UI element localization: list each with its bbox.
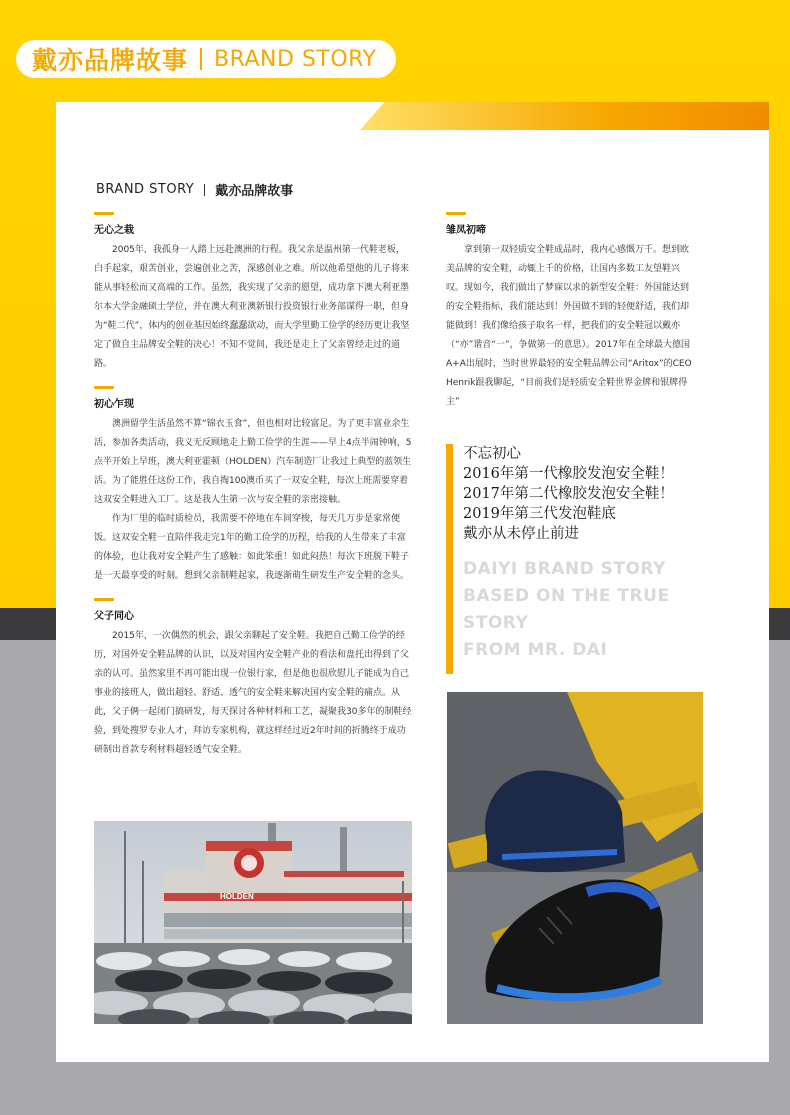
factory-sign: HOLDEN [220,892,254,901]
accent-bar [446,212,466,215]
quote-english [463,556,716,664]
accent-bar [94,212,114,215]
section-title: 父子同心 [94,611,134,622]
quote-line: 2019年第三代发泡鞋底 [463,506,616,522]
paragraph: 拿到第一双轻质安全鞋成品时，我内心感慨万千。想到欧美品牌的安全鞋，动辄上千的价格，让国内多数工友望鞋兴叹。现如今，我们做出了梦寐以求的新型安全鞋：外国能达到的安全鞋指标，我们能达到！外国做不到的轻便舒适，我们却能做到！我们像给孩子取名一样，把我们的安全鞋冠以戴亦（“亦”谐音“一”，争做第一的意思）。2017年在全球最大德国A+A出展时，当时世界最轻的安全鞋品牌公司“Aritox”的CEO Henrik跟我聊起，“目前我们是轻质安全鞋世界金牌和银牌得主” [446,245,692,407]
safety-boot-photo [447,692,703,1024]
boot-illustration [447,692,703,1024]
section-heading-en: BRAND STORY [96,182,195,197]
quote-line: 2017年第二代橡胶发泡安全鞋！ [463,486,674,502]
paragraph: 作为厂里的临时质检员，我需要不停地在车间穿梭，每天几万步是家常便饭。这双安全鞋一直陪伴我走完1年的勤工俭学的历程，给我的人生带来了丰富的体验，也让我对安全鞋产生了感触：如此笨重！如此闷热！每次下班脱下鞋子是一天最享受的时刻。想到父亲制鞋起家，我逐渐萌生研发生产安全鞋的念头。 [94,514,410,581]
accent-bar [94,598,114,601]
right-column [446,212,696,412]
section-title: 初心乍现 [94,399,134,410]
story-section-1 [94,212,412,374]
card-ribbon [360,102,769,130]
quote-en-line: FROM MR. DAI [463,640,608,660]
factory-illustration [94,821,412,1024]
paragraph: 2015年，一次偶然的机会，跟父亲聊起了安全鞋。我把自己勤工俭学的经历，对国外安全鞋品牌的认识，以及对国内安全鞋产业的看法和盘托出得到了父亲的认可。虽然家里不再可能出现一位银行家，但是他也很欣慰儿子能成为自己事业的接班人，做出超轻、舒适、透气的安全鞋来解决国内安全鞋的痛点。从此，父子俩一起闭门搞研发，每天探讨各种材料和工艺，凝聚我30多年的制鞋经验，到处搜罗专业人才，拜访专家机构，就这样经过近2年时间的折腾终于成功研制出首款专利材料超轻透气安全鞋。 [94,631,412,755]
paragraph: 2005年，我孤身一人踏上远赴澳洲的行程。我父亲是温州第一代鞋老板，白手起家，艰苦创业，尝遍创业之苦，深感创业之难。所以他希望他的儿子将来能从事轻松而又高端的工作。虽然，我实现了父亲的愿望，成功拿下澳大利亚墨尔本大学金融硕士学位，并在澳大利亚澳新银行投资银行业务部谋得一职，但身为“鞋二代”，体内的创业基因始终蠢蠢欲动，而大学里勤工俭学的经历更让我坚定了做自主品牌安全鞋的决心！不知不觉间，我还是走上了父亲曾经走过的道路。 [94,245,410,369]
brand-story-header [16,40,396,78]
section-title: 无心之栽 [94,225,134,236]
holden-factory-photo [94,821,412,1024]
section-title: 雏凤初啼 [446,225,486,236]
dark-strip-left [0,608,56,640]
quote-en-line: BASED ON THE TRUE STORY [463,586,670,633]
story-section-3 [94,598,412,760]
quote-en-line: DAIYI BRAND STORY [463,559,666,579]
quote-line: 2016年第一代橡胶发泡安全鞋！ [463,466,674,482]
left-column [94,212,412,760]
header-title-cn: 戴亦品牌故事 [32,46,189,75]
section-heading-cn: 戴亦品牌故事 [215,184,294,199]
header-separator [200,48,202,70]
quote-block [446,444,716,674]
section-heading-divider [204,184,205,196]
paragraph: 澳洲留学生活虽然不算“锦衣玉食”，但也相对比较富足。为了更丰富业余生活，参加各类活动，我义无反顾地走上勤工俭学的生涯——早上4点半闹钟响，5点半开始上早班，澳大利亚霍顿（HOLDEN）汽车制造厂让我过上典型的蓝领生活。为了能胜任这份工作，我自掏100澳币买了一双安全鞋，每次上班需要穿着这双安全鞋进入工厂。这是我人生第一次与安全鞋的亲密接触。 [94,419,412,505]
story-section-2 [94,386,412,586]
accent-bar [94,386,114,389]
quote-line: 不忘初心 [463,446,521,462]
section-heading [96,180,293,199]
header-title-en: BRAND STORY [214,46,377,72]
quote-line: 戴亦从未停止前进 [463,526,579,542]
